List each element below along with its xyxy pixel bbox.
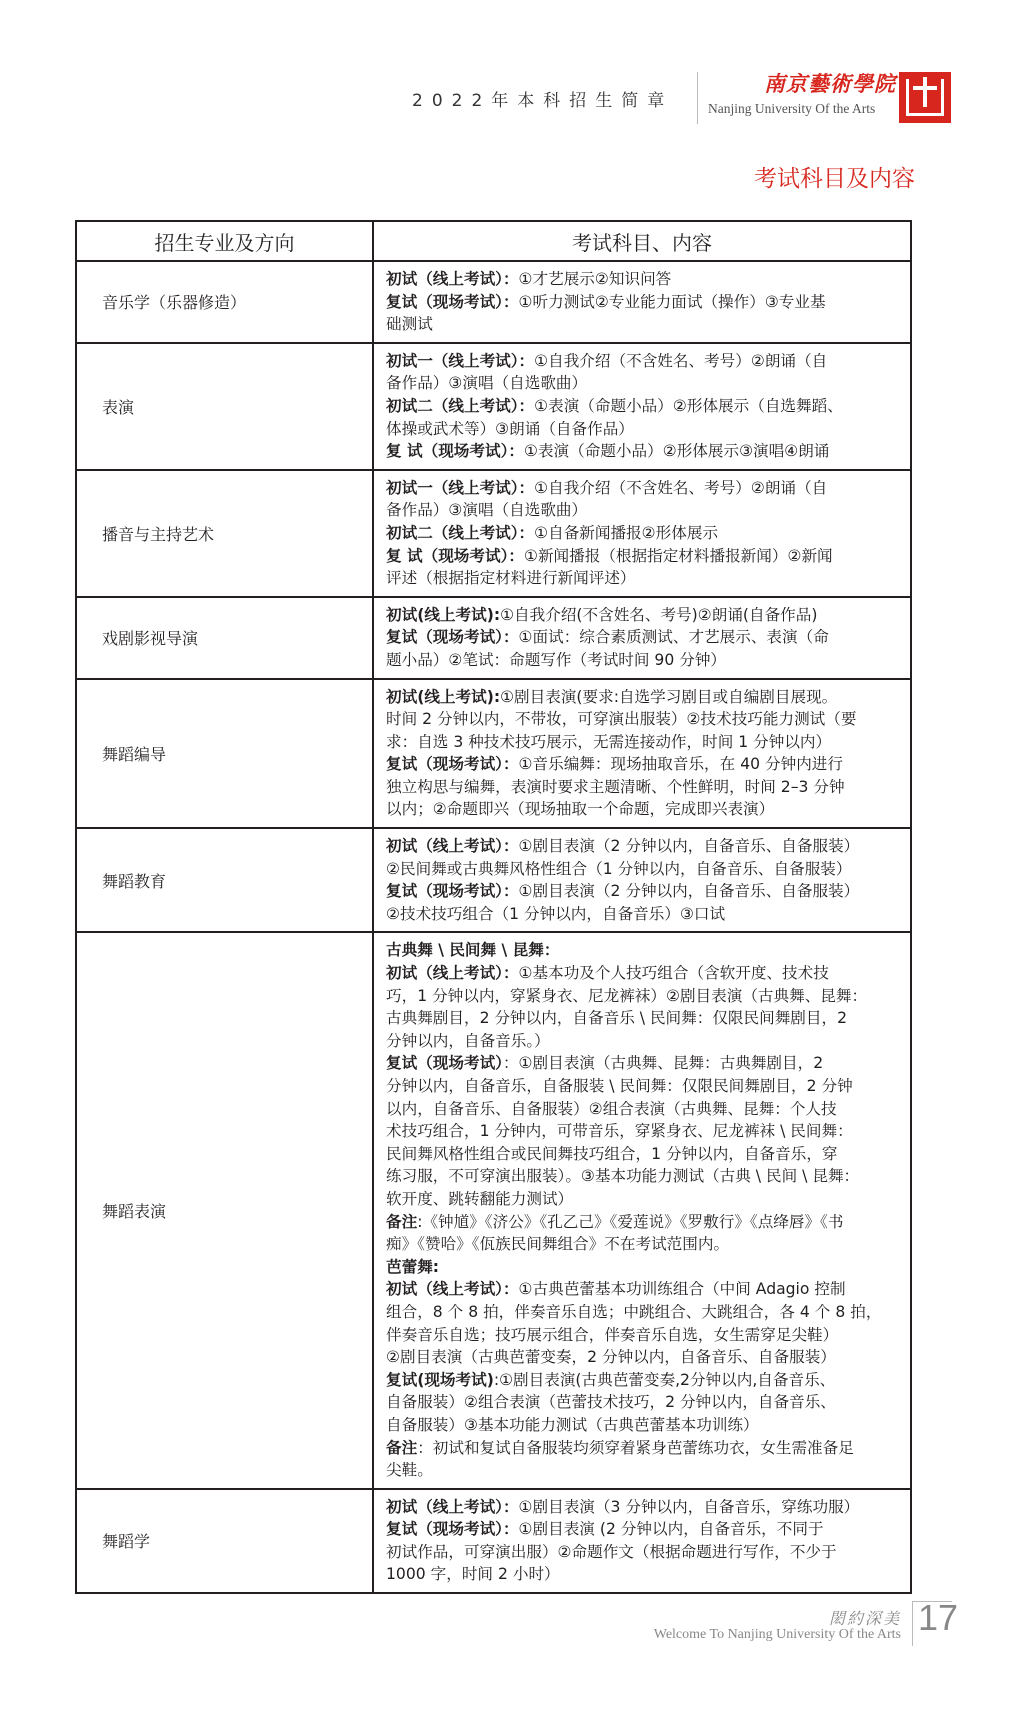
exam-detail-text: 尖鞋。 — [386, 1461, 433, 1480]
exam-detail-text: ①自备新闻播报②形体展示 — [534, 523, 719, 542]
section-title: 考试科目及内容 — [754, 166, 915, 192]
content-cell — [373, 261, 911, 343]
exam-detail-text: ②民间舞或古典舞风格性组合（1 分钟以内，自备音乐、自备服装） — [386, 859, 852, 878]
exam-stage-label: 复试（现场考试）： — [386, 628, 519, 647]
table-row — [76, 261, 911, 343]
page-number: 17 — [918, 1597, 959, 1638]
exam-detail-text: ①听力测试②专业能力面试（操作）③专业基 — [518, 292, 826, 311]
content-line — [386, 291, 902, 314]
content-line — [386, 626, 902, 649]
exam-detail-text: 自备服装）②组合表演（芭蕾技术技巧，2 分钟以内，自备音乐、 — [386, 1393, 836, 1412]
table-row — [76, 343, 911, 470]
exam-stage-label: 初试（线上考试）： — [386, 1280, 519, 1299]
university-seal-icon — [899, 72, 951, 123]
exam-stage-label: 古典舞 \ 民间舞 \ 昆舞： — [386, 941, 560, 960]
exam-detail-text: 自备服装）③基本功能力测试（古典芭蕾基本功训练） — [386, 1415, 759, 1434]
exam-detail-text: 伴奏音乐自选；技巧展示组合，伴奏音乐自选，女生需穿足尖鞋） — [386, 1325, 839, 1344]
table-row — [76, 470, 911, 597]
content-line — [386, 835, 902, 858]
exam-detail-text: 独立构思与编舞，表演时要求主题清晰、个性鲜明，时间 2–3 分钟 — [386, 777, 845, 796]
exam-detail-text: 术技巧组合，1 分钟内，可带音乐，穿紧身衣、尼龙裤袜 \ 民间舞： — [386, 1122, 853, 1141]
exam-detail-text: ①剧目表演(要求:自选学习剧目或自编剧目展现。 — [500, 687, 838, 706]
content-line — [386, 1052, 902, 1075]
exam-detail-text: 备作品）③演唱（自选歌曲） — [386, 374, 588, 393]
content-line — [386, 939, 902, 962]
content-line — [386, 1120, 902, 1143]
content-line — [386, 880, 902, 903]
content-line — [386, 1278, 902, 1301]
exam-detail-text: ①基本功及个人技巧组合（含软开度、技术技 — [518, 964, 829, 983]
exam-detail-text: 巧，1 分钟以内，穿紧身衣、尼龙裤袜）②剧目表演（古典舞、昆舞： — [386, 986, 868, 1005]
content-line — [386, 1030, 902, 1053]
exam-stage-label: 复 试（现场考试）： — [386, 546, 524, 565]
content-line — [386, 708, 902, 731]
content-line — [386, 985, 902, 1008]
content-line — [386, 1496, 902, 1519]
exam-detail-text: 时间 2 分钟以内，不带妆，可穿演出服装）②技术技巧能力测试（要 — [386, 710, 857, 729]
content-line — [386, 522, 902, 545]
content-line — [386, 1098, 902, 1121]
content-line — [386, 1518, 902, 1541]
content-line — [386, 731, 902, 754]
exam-stage-label: 初试（线上考试）： — [386, 270, 519, 288]
content-line — [386, 477, 902, 500]
exam-detail-text: 民间舞风格性组合或民间舞技巧组合，1 分钟以内，自备音乐，穿 — [386, 1144, 838, 1163]
content-line — [386, 1414, 902, 1437]
exam-table — [75, 220, 912, 1594]
major-cell: 舞蹈表演 — [76, 932, 373, 1488]
exam-detail-text: :《钟馗》《济公》《孔乙己》《爱莲说》《罗敷行》《点绛唇》《书 — [417, 1212, 844, 1231]
major-cell: 舞蹈编导 — [76, 679, 373, 829]
content-line — [386, 1143, 902, 1166]
exam-stage-label: 初试（线上考试）： — [386, 1497, 519, 1516]
exam-detail-text: ：①剧目表演（古典舞、昆舞：古典舞剧目，2 — [502, 1054, 824, 1073]
exam-detail-text: ②技术技巧组合（1 分钟以内，自备音乐）③口试 — [386, 904, 726, 923]
content-line — [386, 418, 902, 441]
exam-detail-text: 痴》《赞哈》《佤族民间舞组合》不在考试范围内。 — [386, 1235, 730, 1254]
content-cell — [373, 470, 911, 597]
exam-detail-text: ①剧目表演 (2 分钟以内，自备音乐，不同于 — [518, 1520, 824, 1539]
exam-detail-text: 分钟以内，自备音乐，自备服装 \ 民间舞：仅限民间舞剧目，2 分钟 — [386, 1077, 853, 1095]
content-line — [386, 1211, 902, 1234]
content-line — [386, 604, 902, 627]
exam-detail-text: ①表演（命题小品）②形体展示③演唱④朗诵 — [523, 442, 830, 461]
exam-stage-label: 初试(线上考试): — [386, 687, 501, 706]
exam-stage-label: 初试（线上考试）： — [386, 964, 519, 983]
content-cell — [373, 932, 911, 1488]
exam-stage-label: 初试(线上考试): — [386, 605, 501, 624]
exam-detail-text: 古典舞剧目，2 分钟以内，自备音乐 \ 民间舞：仅限民间舞剧目，2 — [386, 1009, 847, 1028]
exam-detail-text: ①自我介绍（不含姓名、考号）②朗诵（自 — [534, 351, 828, 370]
content-cell — [373, 343, 911, 470]
content-line — [386, 858, 902, 881]
content-line — [386, 798, 902, 821]
exam-detail-text: 体操或武术等）③朗诵（自备作品） — [386, 419, 634, 438]
exam-detail-text: 备作品）③演唱（自选歌曲） — [386, 501, 588, 520]
exam-stage-label: 芭蕾舞: — [386, 1257, 440, 1276]
table-header-row — [76, 221, 911, 261]
content-line — [386, 440, 902, 463]
exam-detail-text: 以内，自备音乐、自备服装）②组合表演（古典舞、昆舞：个人技 — [386, 1099, 837, 1118]
exam-detail-text: ①音乐编舞：现场抽取音乐，在 40 分钟内进行 — [518, 755, 843, 774]
exam-detail-text: ①古典芭蕾基本功训练组合（中间 Adagio 控制 — [518, 1280, 846, 1299]
content-line — [386, 567, 902, 590]
table-row — [76, 932, 911, 1488]
exam-detail-text: ①剧目表演（3 分钟以内，自备音乐，穿练功服） — [518, 1497, 860, 1516]
exam-detail-text: ：初试和复试自备服装均须穿着紧身芭蕾练功衣，女生需准备足 — [417, 1438, 854, 1457]
content-line — [386, 1256, 902, 1279]
content-line — [386, 499, 902, 522]
exam-detail-text: 组合，8 个 8 拍，伴奏音乐自选；中跳组合、大跳组合，各 4 个 8 拍， — [386, 1302, 882, 1321]
exam-stage-label: 初试（线上考试）： — [386, 837, 519, 856]
exam-detail-text: ①才艺展示②知识问答 — [518, 270, 672, 288]
exam-stage-label: 复试（现场考试）： — [386, 882, 519, 901]
content-line — [386, 1346, 902, 1369]
exam-detail-text: 软开度、跳转翻能力测试） — [386, 1189, 574, 1208]
exam-detail-text: :①剧目表演(古典芭蕾变奏,2分钟以内,自备音乐、 — [493, 1370, 836, 1389]
exam-detail-text: ①剧目表演（2 分钟以内，自备音乐、自备服装） — [518, 882, 860, 901]
content-line — [386, 1188, 902, 1211]
column-header-major: 招生专业及方向 — [76, 221, 373, 261]
exam-detail-text: ①面试：综合素质测试、才艺展示、表演（命 — [518, 628, 829, 647]
content-line — [386, 395, 902, 418]
header-divider — [697, 72, 698, 124]
exam-stage-label: 复试（现场考试）： — [386, 755, 519, 774]
table-row — [76, 828, 911, 932]
university-logo-chinese: 南京藝術學院 — [764, 71, 896, 96]
content-line — [386, 1391, 902, 1414]
footer-divider — [912, 1602, 913, 1646]
content-line — [386, 686, 902, 709]
table-row — [76, 679, 911, 829]
content-line — [386, 1233, 902, 1256]
content-line — [386, 1541, 902, 1564]
exam-detail-text: ①自我介绍（不含姓名、考号）②朗诵（自 — [534, 478, 828, 497]
content-line — [386, 903, 902, 926]
exam-stage-label: 复试（现场考试）： — [386, 1520, 519, 1539]
content-line — [386, 1437, 902, 1460]
content-line — [386, 350, 902, 373]
content-cell — [373, 597, 911, 679]
table-row — [76, 597, 911, 679]
exam-detail-text: 练习服，不可穿演出服装）。③基本功能力测试（古典 \ 民间 \ 昆舞： — [386, 1167, 860, 1186]
brochure-title: 2022年本科招生简章 — [412, 91, 674, 111]
exam-detail-text: 分钟以内，自备音乐。） — [386, 1031, 550, 1050]
exam-detail-text: ②剧目表演（古典芭蕾变奏，2 分钟以内，自备音乐、自备服装） — [386, 1348, 836, 1367]
content-line — [386, 1324, 902, 1347]
exam-detail-text: ①剧目表演（2 分钟以内，自备音乐、自备服装） — [518, 837, 860, 856]
content-line — [386, 1369, 902, 1392]
content-line — [386, 1007, 902, 1030]
exam-detail-text: 1000 字，时间 2 小时） — [386, 1565, 560, 1584]
content-line — [386, 649, 902, 672]
major-cell: 表演 — [76, 343, 373, 470]
university-logo-english: Nanjing University Of the Arts — [708, 101, 876, 116]
content-line — [386, 1165, 902, 1188]
content-line — [386, 753, 902, 776]
content-cell — [373, 679, 911, 829]
exam-stage-label: 初试二（线上考试）： — [386, 396, 535, 415]
major-cell: 舞蹈学 — [76, 1489, 373, 1593]
exam-stage-label: 复试（现场考试）： — [386, 292, 519, 311]
exam-stage-label: 初试一（线上考试）： — [386, 478, 535, 497]
exam-stage-label: 备注 — [386, 1438, 418, 1457]
content-line — [386, 1459, 902, 1482]
content-cell — [373, 828, 911, 932]
content-line — [386, 268, 902, 291]
exam-stage-label: 初试一（线上考试）： — [386, 351, 535, 370]
content-line — [386, 1563, 902, 1586]
content-cell — [373, 1489, 911, 1593]
exam-stage-label: 复试(现场考试) — [386, 1370, 494, 1389]
exam-detail-text: ①新闻播报（根据指定材料播报新闻）②新闻 — [523, 546, 833, 565]
content-line — [386, 545, 902, 568]
exam-detail-text: 初试作品，可穿演出服）②命题作文（根据命题进行写作，不少于 — [386, 1542, 837, 1561]
content-line — [386, 962, 902, 985]
exam-detail-text: 以内；②命题即兴（现场抽取一个命题，完成即兴表演） — [386, 800, 775, 819]
content-line — [386, 372, 902, 395]
column-header-content: 考试科目、内容 — [373, 221, 911, 261]
major-cell: 戏剧影视导演 — [76, 597, 373, 679]
exam-detail-text: 求：自选 3 种技术技巧展示，无需连接动作，时间 1 分钟以内） — [386, 732, 832, 751]
exam-stage-label: 初试二（线上考试）： — [386, 523, 535, 542]
exam-detail-text: 题小品）②笔试：命题写作（考试时间 90 分钟） — [386, 650, 727, 669]
footer-welcome: Welcome To Nanjing University Of the Arts — [653, 1627, 901, 1642]
exam-detail-text: 评述（根据指定材料进行新闻评述） — [386, 569, 636, 588]
content-line — [386, 313, 902, 336]
exam-stage-label: 复试（现场考试） — [386, 1054, 503, 1073]
exam-detail-text: ①表演（命题小品）②形体展示（自选舞蹈、 — [534, 396, 843, 415]
exam-stage-label: 复 试（现场考试）： — [386, 442, 524, 461]
table-row — [76, 1489, 911, 1593]
major-cell: 播音与主持艺术 — [76, 470, 373, 597]
content-line — [386, 776, 902, 799]
exam-detail-text: ①自我介绍(不含姓名、考号)②朗诵(自备作品) — [500, 605, 818, 624]
exam-stage-label: 备注 — [386, 1212, 418, 1231]
footer-motto: 閎約深美 — [828, 1609, 901, 1628]
content-line — [386, 1301, 902, 1324]
major-cell: 音乐学（乐器修造） — [76, 261, 373, 343]
major-cell: 舞蹈教育 — [76, 828, 373, 932]
exam-detail-text: 础测试 — [386, 315, 433, 334]
content-line — [386, 1075, 902, 1098]
